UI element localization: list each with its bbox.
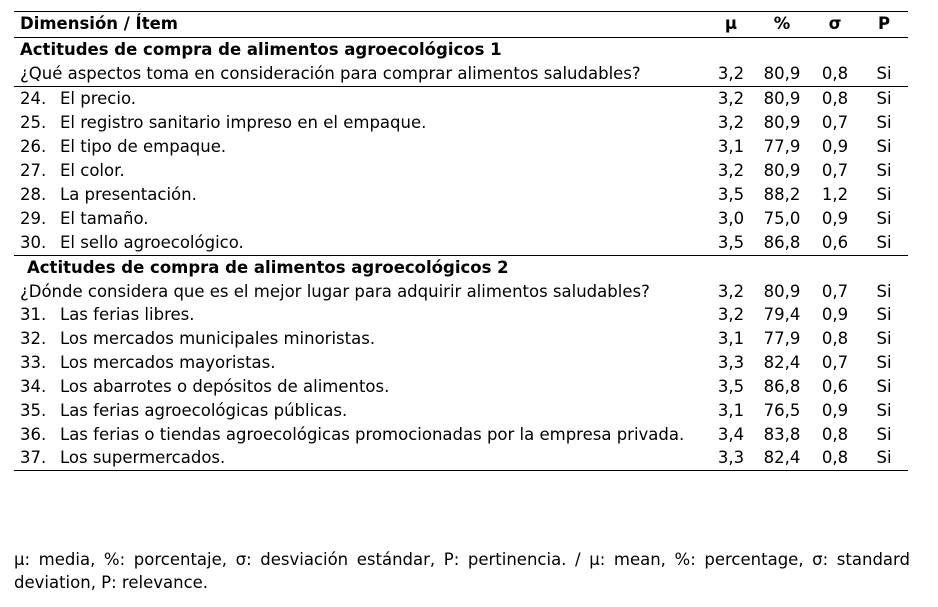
item-p: Si — [876, 377, 892, 396]
question-text: ¿Dónde considera que es el mejor lugar para adquirir alimentos saludables? — [20, 282, 650, 301]
item-pct: 82,4 — [754, 446, 810, 471]
item-sd: 0,8 — [821, 89, 849, 108]
item-cell — [14, 375, 708, 399]
item-mu: 3,5 — [717, 185, 745, 204]
item-text: El precio. — [60, 89, 137, 108]
question-pct: 80,9 — [754, 62, 810, 87]
item-sd: 0,6 — [821, 377, 849, 396]
item-number: 34. — [20, 377, 47, 396]
item-number: 37. — [20, 448, 47, 467]
item-text: Las ferias o tiendas agroecológicas promocionadas por la empresa privada. — [60, 425, 685, 444]
item-text: El tamaño. — [60, 209, 149, 228]
item-cell — [14, 207, 708, 231]
item-sd: 0,9 — [821, 209, 849, 228]
item-pct: 86,8 — [763, 233, 801, 252]
question-mu: 3,2 — [717, 282, 745, 301]
item-p: Si — [876, 353, 892, 372]
item-p: Si — [876, 185, 892, 204]
item-p: Si — [876, 89, 892, 108]
item-p: Si — [876, 209, 892, 228]
table-row — [14, 351, 908, 375]
item-p: Si — [876, 401, 892, 420]
item-sd: 0,9 — [821, 401, 849, 420]
item-sd: 0,7 — [821, 113, 849, 132]
question-row — [14, 62, 908, 87]
table-row — [14, 327, 908, 351]
section-title-row — [14, 38, 908, 63]
header-item: Dimensión / Ítem — [14, 12, 708, 38]
question-p: Si — [860, 62, 908, 87]
item-text: El registro sanitario impreso en el empaque. — [60, 113, 427, 132]
item-text: El color. — [60, 161, 125, 180]
item-sd: 0,7 — [821, 161, 849, 180]
item-number: 24. — [20, 89, 47, 108]
item-cell — [14, 446, 708, 471]
item-cell — [14, 423, 708, 446]
item-cell — [14, 135, 708, 159]
table-body — [14, 38, 908, 471]
results-table-wrapper — [14, 11, 908, 471]
table-row — [14, 446, 908, 471]
item-number: 26. — [20, 137, 47, 156]
question-row — [14, 280, 908, 303]
item-mu: 3,1 — [717, 401, 745, 420]
item-mu: 3,2 — [717, 305, 745, 324]
item-mu: 3,1 — [717, 329, 745, 348]
item-pct: 88,2 — [763, 185, 801, 204]
item-text: El tipo de empaque. — [60, 137, 227, 156]
item-p: Si — [876, 305, 892, 324]
item-text: Los mercados mayoristas. — [60, 353, 276, 372]
item-cell — [14, 303, 708, 327]
item-number: 29. — [20, 209, 47, 228]
item-p: Si — [876, 137, 892, 156]
item-pct: 79,4 — [763, 305, 801, 324]
item-pct: 80,9 — [763, 113, 801, 132]
question-text: ¿Qué aspectos toma en consideración para comprar alimentos saludables? — [14, 62, 708, 87]
item-sd: 0,9 — [821, 137, 849, 156]
item-mu: 3,2 — [717, 161, 745, 180]
table-row — [14, 399, 908, 423]
item-mu: 3,1 — [717, 137, 745, 156]
item-text: La presentación. — [60, 185, 197, 204]
item-mu: 3,4 — [717, 425, 745, 444]
item-mu: 3,5 — [717, 377, 745, 396]
item-text: Los mercados municipales minoristas. — [60, 329, 376, 348]
item-sd: 0,9 — [821, 305, 849, 324]
item-p: Si — [876, 113, 892, 132]
item-sd: 0,8 — [821, 329, 849, 348]
item-pct: 80,9 — [763, 89, 801, 108]
item-mu: 3,5 — [717, 233, 745, 252]
item-pct: 76,5 — [763, 401, 801, 420]
item-mu: 3,3 — [708, 446, 754, 471]
table-row — [14, 207, 908, 231]
item-sd: 1,2 — [821, 185, 849, 204]
section-title: Actitudes de compra de alimentos agroecológicos 1 — [20, 40, 502, 59]
item-sd: 0,8 — [810, 446, 860, 471]
item-mu: 3,2 — [717, 89, 745, 108]
table-header-row — [14, 12, 908, 38]
item-cell — [14, 183, 708, 207]
item-number: 28. — [20, 185, 47, 204]
item-pct: 86,8 — [763, 377, 801, 396]
item-number: 27. — [20, 161, 47, 180]
results-table — [14, 11, 908, 471]
table-row — [14, 423, 908, 446]
item-text: Las ferias libres. — [60, 305, 195, 324]
question-sd: 0,7 — [821, 282, 849, 301]
item-cell — [14, 111, 708, 135]
item-number: 31. — [20, 305, 47, 324]
table-row — [14, 231, 908, 256]
item-number: 33. — [20, 353, 47, 372]
item-number: 25. — [20, 113, 47, 132]
header-pct: % — [754, 12, 810, 38]
item-cell — [14, 351, 708, 375]
table-row — [14, 375, 908, 399]
item-cell — [14, 159, 708, 183]
item-cell — [14, 87, 708, 112]
question-sd: 0,8 — [810, 62, 860, 87]
item-sd: 0,6 — [821, 233, 849, 252]
item-pct: 77,9 — [763, 329, 801, 348]
item-cell — [14, 399, 708, 423]
header-sd: σ — [810, 12, 860, 38]
item-number: 35. — [20, 401, 47, 420]
item-mu: 3,3 — [717, 353, 745, 372]
item-number: 30. — [20, 233, 47, 252]
item-pct: 80,9 — [763, 161, 801, 180]
item-sd: 0,8 — [821, 425, 849, 444]
question-p: Si — [876, 282, 892, 301]
table-row — [14, 183, 908, 207]
item-p: Si — [876, 329, 892, 348]
item-text: El sello agroecológico. — [60, 233, 244, 252]
item-pct: 82,4 — [763, 353, 801, 372]
table-row — [14, 87, 908, 112]
table-footnote: μ: media, %: porcentaje, σ: desviación estándar, P: pertinencia. / μ: mean, %: percentage, σ: standard deviation, P: relevance. — [14, 550, 910, 592]
table-row — [14, 159, 908, 183]
item-text: Los supermercados. — [60, 448, 226, 467]
item-sd: 0,7 — [821, 353, 849, 372]
item-p: Si — [876, 425, 892, 444]
item-p: Si — [876, 161, 892, 180]
item-p: Si — [860, 446, 908, 471]
section-title: Actitudes de compra de alimentos agroecológicos 2 — [14, 256, 908, 281]
item-pct: 77,9 — [763, 137, 801, 156]
item-cell — [14, 327, 708, 351]
item-pct: 75,0 — [763, 209, 801, 228]
item-text: Las ferias agroecológicas públicas. — [60, 401, 348, 420]
item-pct: 83,8 — [763, 425, 801, 444]
item-number: 36. — [20, 425, 47, 444]
item-mu: 3,2 — [717, 113, 745, 132]
question-mu: 3,2 — [708, 62, 754, 87]
question-pct: 80,9 — [763, 282, 801, 301]
item-number: 32. — [20, 329, 47, 348]
header-mu: μ — [708, 12, 754, 38]
table-row — [14, 135, 908, 159]
section-title-row — [14, 256, 908, 281]
item-p: Si — [876, 233, 892, 252]
item-mu: 3,0 — [717, 209, 745, 228]
item-cell — [14, 231, 708, 256]
table-row — [14, 303, 908, 327]
item-text: Los abarrotes o depósitos de alimentos. — [60, 377, 390, 396]
table-row — [14, 111, 908, 135]
header-p: P — [860, 12, 908, 38]
